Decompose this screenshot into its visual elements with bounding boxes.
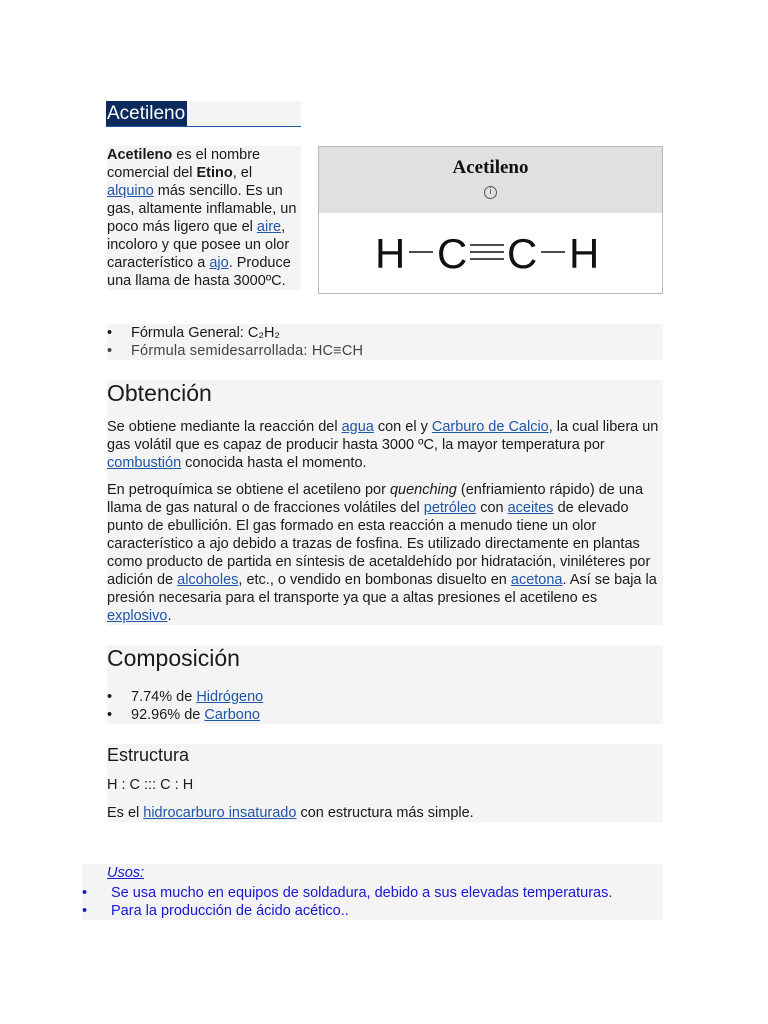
link-alquino[interactable]: alquino (107, 183, 154, 199)
list-item (107, 688, 663, 706)
composition-percent: 7.74% de (131, 689, 197, 705)
infobox (318, 146, 663, 294)
composition-percent: 92.96% de (131, 707, 205, 723)
intro-text-3: más sencillo. Es un gas, altamente inflamable, un poco más ligero que el (107, 183, 297, 235)
section-obtencion (107, 380, 663, 625)
p1-text-1: Se obtiene mediante la reacción del (107, 419, 342, 435)
link-aceites[interactable]: aceites (507, 500, 554, 516)
link-combustion[interactable]: combustión (107, 455, 182, 471)
intro-text-4: , incoloro y que posee un olor característico a (107, 219, 290, 271)
formula-atom-c-left: C (437, 230, 468, 277)
usos-label[interactable]: Usos: (107, 865, 145, 881)
intro-text-5: . Produce una llama de hasta 3000ºC. (107, 255, 291, 289)
intro-paragraph (107, 146, 301, 290)
link-carbono[interactable]: Carbono (204, 707, 260, 723)
link-explosivo[interactable]: explosivo (107, 608, 168, 624)
intro-bold-etino: Etino (196, 165, 233, 181)
intro-bold-acetileno: Acetileno (107, 147, 173, 163)
p2-text-5: , etc., o vendido en bombonas disuelto en (238, 572, 511, 588)
info-icon[interactable]: i (484, 186, 497, 199)
link-agua[interactable]: agua (341, 419, 374, 435)
link-hidrocarburo-insaturado[interactable]: hidrocarburo insaturado (143, 805, 297, 821)
intro-text-1: es el nombre comercial del (107, 147, 261, 181)
formula-atom-c-right: C (507, 230, 538, 277)
formulas-list (107, 324, 663, 360)
formula-semidesarrollada-item: • Fórmula semidesarrollada: HC≡CH (107, 342, 663, 360)
estructura-paragraph (107, 804, 663, 822)
list-item: • Para la producción de ácido acético.. (82, 902, 663, 920)
heading-estructura: Estructura (107, 745, 190, 765)
link-ajo[interactable]: ajo (209, 255, 229, 271)
usos-list (82, 884, 663, 920)
p2-em-quenching: quenching (389, 482, 457, 498)
link-acetona[interactable]: acetona (510, 572, 563, 588)
link-petroleo[interactable]: petróleo (423, 500, 477, 516)
p2-text-1: En petroquímica se obtiene el acetileno por (107, 482, 390, 498)
formula-atom-h-left: H (375, 230, 406, 277)
list-item (107, 706, 663, 724)
formula-general-item: • Fórmula General: C₂H₂ (107, 324, 663, 342)
p2-text-4: de elevado punto de ebullición. El gas formado en esta reacción a menudo tiene un olor característico a ajo debido a trazas de fosfina. Es utilizado directamente en plantas como producto de partida en síntesis de acetaldehído por hidratación, viniléteres por adición de (107, 500, 651, 588)
section-usos (82, 864, 663, 920)
p2-text-2: (enfriamiento rápido) de una llama de gas natural o de fracciones volátiles del (107, 482, 644, 516)
intro-text-2: , el (232, 165, 253, 181)
p2-text-7: . (167, 608, 172, 624)
p1-text-4: conocida hasta el momento. (181, 455, 367, 471)
formulas-list-box (107, 324, 663, 360)
link-alcoholes[interactable]: alcoholes (177, 572, 239, 588)
link-aire[interactable]: aire (256, 219, 282, 235)
infobox-title: Acetileno (452, 157, 529, 178)
link-hidrogeno[interactable]: Hidrógeno (196, 689, 264, 705)
p2-text-3: con (476, 500, 508, 516)
obtencion-paragraph-2 (107, 481, 663, 625)
formula-atom-h-right: H (569, 230, 600, 277)
article-title: Acetileno (107, 103, 186, 124)
heading-obtencion: Obtención (107, 380, 212, 406)
p1-text-3: , la cual libera un gas volátil que es capaz de producir hasta 3000 ºC, la mayor temperatura por (107, 419, 659, 453)
structural-formula-image (367, 223, 613, 283)
obtencion-paragraph-1 (107, 418, 663, 472)
estructura-text-1: Es el (107, 805, 144, 821)
p2-text-6: . Así se baja la presión necesaria para el transporte ya que a altas presiones el acetileno es (107, 572, 657, 606)
lewis-structure: H : C ::: C : H (107, 777, 194, 793)
section-estructura (107, 744, 663, 822)
list-item: • Se usa mucho en equipos de soldadura, debido a sus elevadas temperaturas. (82, 884, 663, 902)
section-composicion (107, 645, 663, 724)
composicion-list (107, 688, 663, 724)
link-carburo-de-calcio[interactable]: Carburo de Calcio (431, 419, 549, 435)
infobox-header (319, 147, 662, 213)
heading-composicion: Composición (107, 645, 240, 671)
p1-text-2: con el y (373, 419, 432, 435)
article-title-box (106, 101, 301, 127)
estructura-text-2: con estructura más simple. (296, 805, 474, 821)
